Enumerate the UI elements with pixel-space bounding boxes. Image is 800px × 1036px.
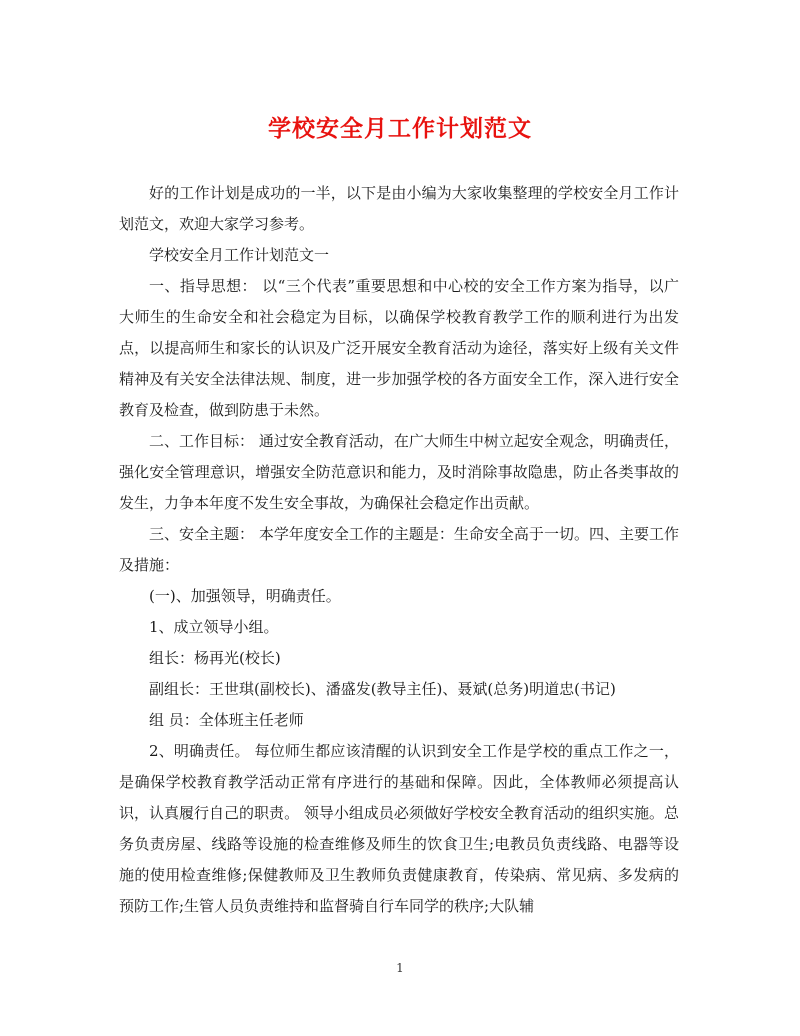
responsibility-paragraph: 2、明确责任。 每位师生都应该清醒的认识到安全工作是学校的重点工作之一，是确保学校教育教学活动正常有序进行的基础和保障。因此，全体教师必须提高认识，认真履行自己的职责。 领导小组成员必须做好学校安全教育活动的组织实施。总务负责房屋、线路等设施的检查维修及师生的饮食卫生;电教员负责线路、电器等设施的使用检查维修;保健教师及卫生教师负责健康教育，传染病、常见病、多发病的预防工作;生管人员负责维持和监督骑自行车同学的秩序;大队辅 <box>119 742 679 915</box>
safety-theme-paragraph: 三、安全主题： 本学年度安全工作的主题是：生命安全高于一切。四、主要工作及措施： <box>119 525 679 574</box>
document-body <box>119 178 679 922</box>
group-setup-item: 1、成立领导小组。 <box>149 618 279 636</box>
group-members-item: 组 员：全体班主任老师 <box>149 711 304 729</box>
group-leader-item: 组长：杨再光(校长) <box>149 649 281 667</box>
page-number: 1 <box>396 961 404 975</box>
section-heading: 学校安全月工作计划范文一 <box>149 246 330 264</box>
deputy-leader-item: 副组长：王世琪(副校长)、潘盛发(教导主任)、聂斌(总务)明道忠(书记) <box>149 680 616 698</box>
leadership-heading: (一)、加强领导，明确责任。 <box>149 587 341 605</box>
guiding-thought-paragraph: 一、指导思想： 以“三个代表”重要思想和中心校的安全工作方案为指导，以广大师生的生命安全和社会稳定为目标，以确保学校教育教学工作的顺利进行为出发点，以提高师生和家长的认识及广泛开展安全教育活动为途径，落实好上级有关文件精神及有关安全法律法规、制度，进一步加强学校的各方面安全工作，深入进行安全教育及检查，做到防患于未然。 <box>119 277 679 419</box>
document-title: 学校安全月工作计划范文 <box>268 115 532 142</box>
intro-paragraph: 好的工作计划是成功的一半，以下是由小编为大家收集整理的学校安全月工作计划范文，欢迎大家学习参考。 <box>119 184 679 233</box>
work-goal-paragraph: 二、工作目标： 通过安全教育活动，在广大师生中树立起安全观念，明确责任，强化安全管理意识，增强安全防范意识和能力，及时消除事故隐患，防止各类事故的发生，力争本年度不发生安全事故，为确保社会稳定作出贡献。 <box>119 432 679 512</box>
